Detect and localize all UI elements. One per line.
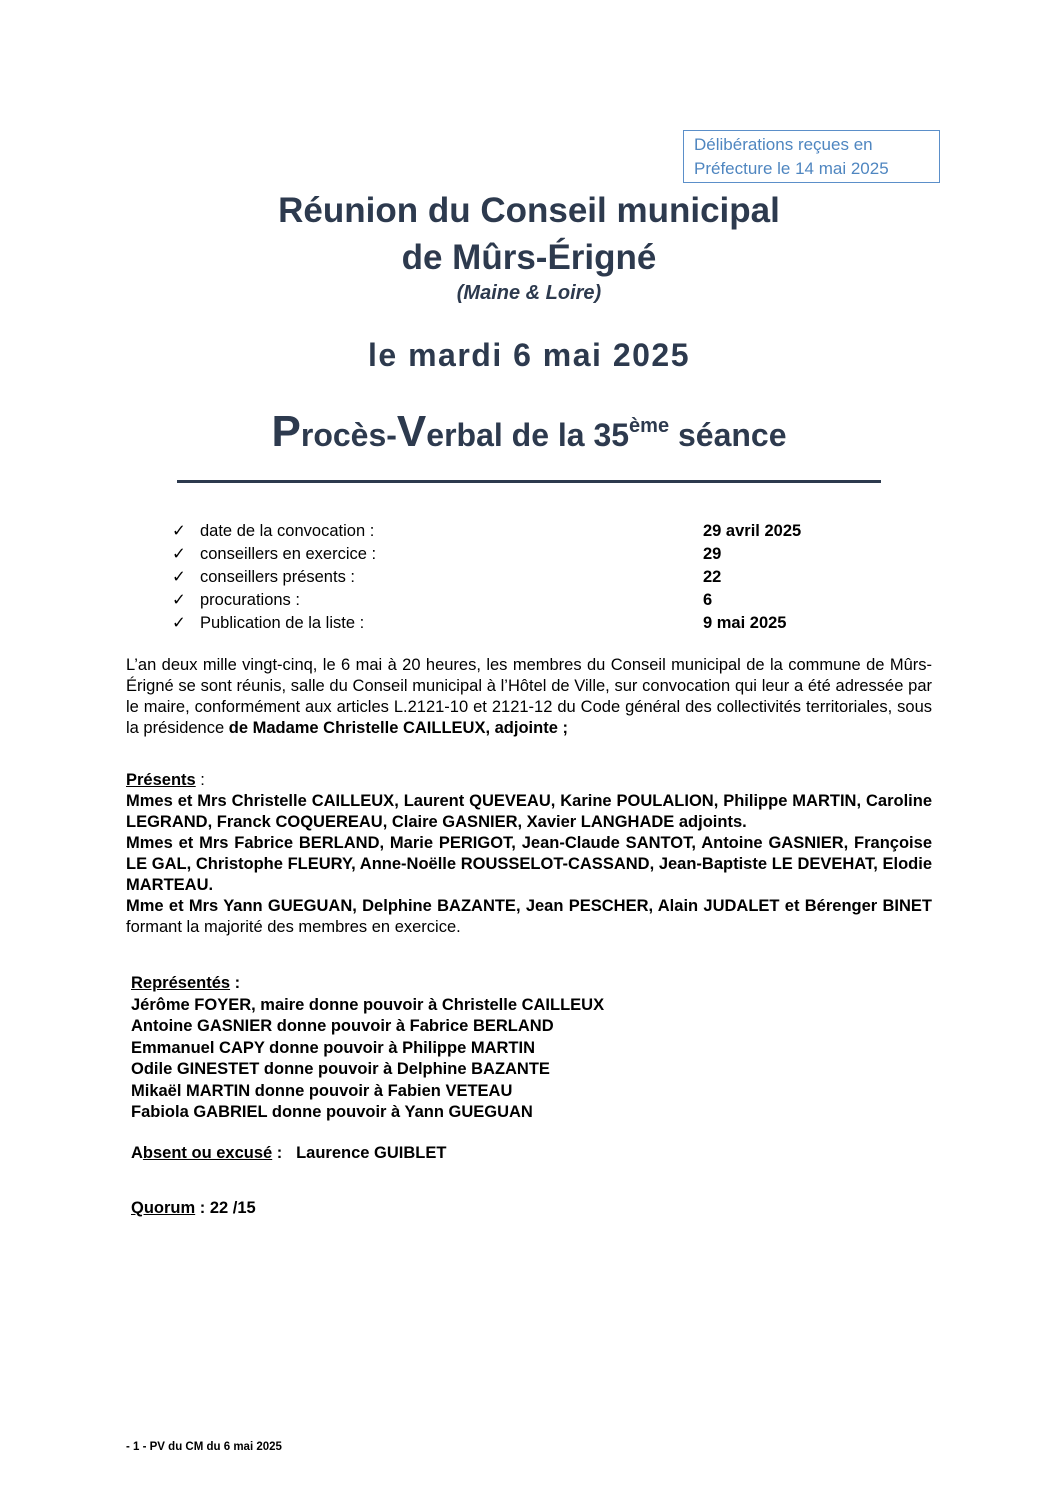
proxy-item: Emmanuel CAPY donne pouvoir à Philippe MARTIN bbox=[131, 1038, 535, 1057]
stamp-line-2: Préfecture le 14 mai 2025 bbox=[694, 159, 889, 178]
represented-section bbox=[131, 973, 931, 1124]
pv-title-v: V bbox=[396, 407, 427, 456]
represented-colon: : bbox=[230, 974, 241, 992]
pv-title-p: P bbox=[271, 407, 301, 456]
pv-title bbox=[0, 396, 1058, 465]
fact-row bbox=[172, 520, 872, 543]
title-line-2: de Mûrs-Érigné bbox=[401, 238, 657, 277]
fact-label: date de la convocation : bbox=[200, 522, 375, 540]
prefecture-stamp bbox=[683, 130, 940, 183]
intro-text: L’an deux mille vingt-cinq, le 6 mai à 20 heures, les membres du Conseil municipal de la commune de Mûrs-Érigné se sont réunis, salle du Conseil municipal à l’Hôtel de Ville, sur convocation qui leur a été adressée par le maire, conformément aux articles L.2121-10 et 2121-12 du Code général des collectivités territoriales, sous la présidence bbox=[126, 656, 932, 737]
proxy-item: Odile GINESTET donne pouvoir à Delphine BAZANTE bbox=[131, 1060, 550, 1078]
checkmark-icon: ✓ bbox=[172, 614, 186, 632]
proxy-item: Antoine GASNIER donne pouvoir à Fabrice BERLAND bbox=[131, 1017, 554, 1035]
meeting-date: le mardi 6 mai 2025 bbox=[367, 337, 690, 373]
fact-row bbox=[172, 566, 872, 589]
pv-title-erbal: erbal de la 35 bbox=[426, 417, 630, 453]
proxy-item: Mikaël MARTIN donne pouvoir à Fabien VETEAU bbox=[131, 1081, 513, 1100]
absent-name: Laurence GUIBLET bbox=[296, 1144, 447, 1162]
fact-value: 9 mai 2025 bbox=[703, 614, 787, 632]
proxy-item: Fabiola GABRIEL donne pouvoir à Yann GUEGUAN bbox=[131, 1103, 533, 1121]
presents-tail: formant la majorité des membres en exercice. bbox=[126, 918, 461, 936]
presents-adjoints: Mmes et Mrs Christelle CAILLEUX, Laurent QUEVEAU, Karine POULALION, Philippe MARTIN, Caroline LEGRAND, Franck COQUEREAU, Claire GASNIER, Xavier LANGHADE adjoints. bbox=[126, 792, 932, 831]
title-line-1: Réunion du Conseil municipal bbox=[278, 191, 780, 230]
presents-group-3: Mme et Mrs Yann GUEGUAN, Delphine BAZANTE, Jean PESCHER, Alain JUDALET et Bérenger BINET bbox=[126, 897, 932, 915]
presents-group-2: Mmes et Mrs Fabrice BERLAND, Marie PERIGOT, Jean-Claude SANTOT, Antoine GASNIER, Françoise LE GAL, Christophe FLEURY, Anne-Noëlle ROUSSELOT-CASSAND, Jean-Baptiste LE DEVEHAT, Elodie MARTEAU. bbox=[126, 834, 932, 894]
absent-heading: bsent ou excusé bbox=[142, 1144, 273, 1162]
meeting-facts bbox=[172, 520, 872, 635]
title-divider bbox=[177, 480, 881, 483]
presents-colon: : bbox=[195, 771, 205, 789]
quorum-heading: Quorum bbox=[131, 1199, 196, 1217]
fact-row bbox=[172, 543, 872, 566]
fact-value: 6 bbox=[703, 591, 713, 609]
page-footer: - 1 - PV du CM du 6 mai 2025 bbox=[126, 1441, 282, 1453]
intro-paragraph bbox=[126, 655, 932, 739]
fact-row bbox=[172, 589, 872, 612]
presents-heading: Présents bbox=[126, 771, 196, 789]
region-subtitle: (Maine & Loire) bbox=[456, 282, 602, 304]
fact-row bbox=[172, 612, 872, 635]
stamp-line-1: Délibérations reçues en bbox=[694, 135, 873, 154]
fact-value: 29 avril 2025 bbox=[703, 522, 802, 540]
checkmark-icon: ✓ bbox=[172, 568, 186, 586]
fact-value: 22 bbox=[703, 568, 722, 586]
checkmark-icon: ✓ bbox=[172, 522, 186, 540]
pv-title-sup: ème bbox=[629, 415, 670, 437]
pv-title-roces: rocès- bbox=[300, 417, 397, 453]
intro-presidency: de Madame Christelle CAILLEUX, adjointe ; bbox=[228, 719, 568, 737]
absent-colon: : bbox=[272, 1144, 297, 1162]
fact-value: 29 bbox=[703, 545, 722, 563]
quorum-line bbox=[131, 1199, 256, 1218]
proxy-item: Jérôme FOYER, maire donne pouvoir à Christelle CAILLEUX bbox=[131, 995, 605, 1014]
fact-label: Publication de la liste : bbox=[200, 614, 365, 632]
checkmark-icon: ✓ bbox=[172, 545, 186, 563]
checkmark-icon: ✓ bbox=[172, 591, 186, 609]
fact-label: procurations : bbox=[200, 591, 300, 609]
absent-a: A bbox=[131, 1144, 143, 1162]
pv-title-seance: séance bbox=[669, 417, 787, 453]
quorum-value: : 22 /15 bbox=[195, 1199, 256, 1217]
presents-section bbox=[126, 770, 932, 938]
fact-label: conseillers en exercice : bbox=[200, 545, 377, 563]
absent-line bbox=[131, 1144, 446, 1163]
fact-label: conseillers présents : bbox=[200, 568, 355, 586]
represented-heading: Représentés bbox=[131, 974, 231, 992]
